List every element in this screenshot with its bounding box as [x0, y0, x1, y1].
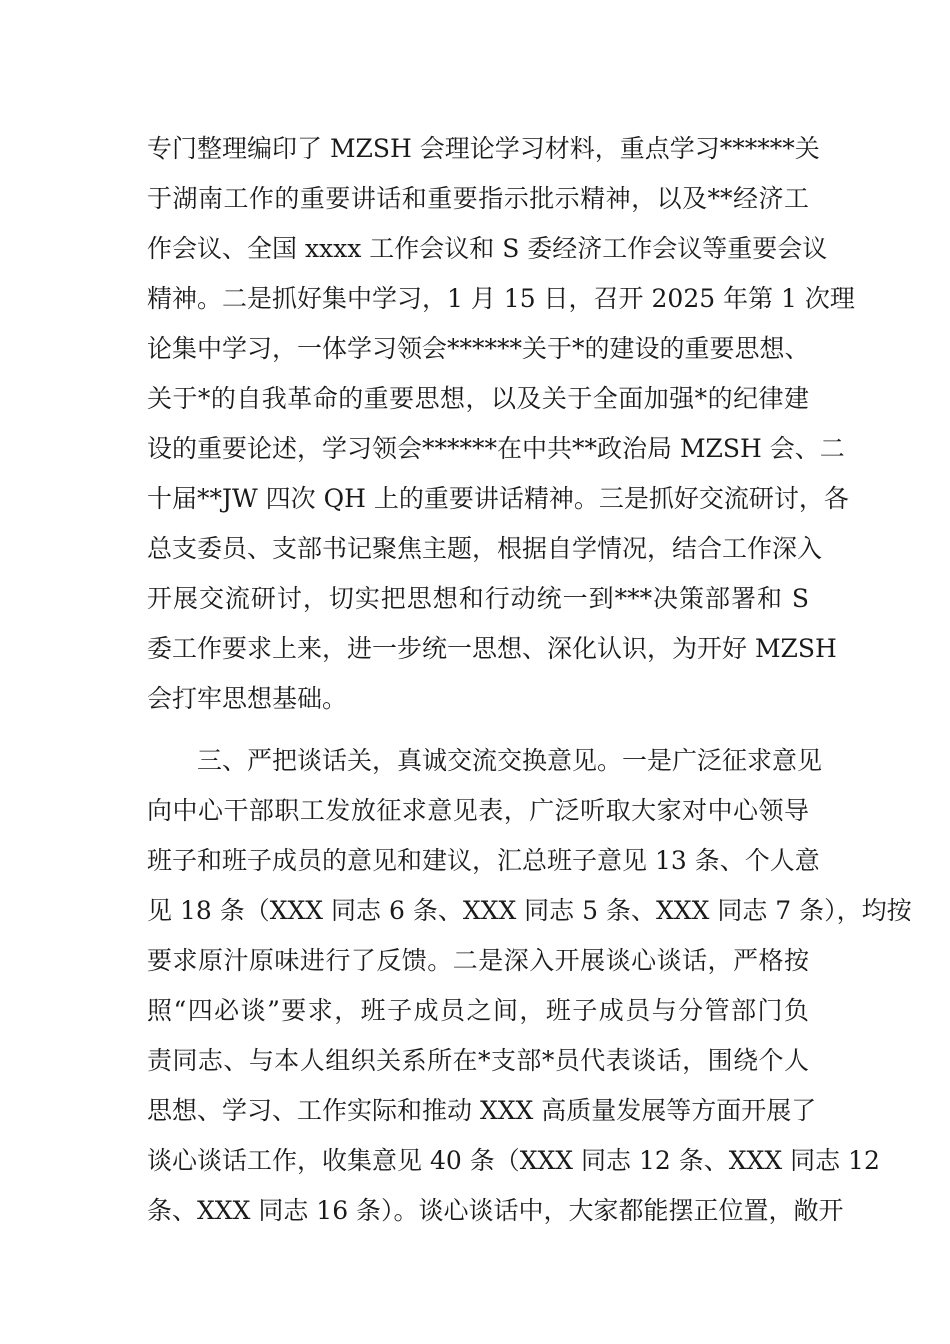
paragraph-line: 向中心干部职工发放征求意见表，广泛听取大家对中心领导: [147, 796, 809, 825]
paragraph-line: 照“四必谈”要求，班子成员之间，班子成员与分管部门负: [147, 996, 809, 1025]
paragraph-line: 论集中学习，一体学习领会******关于*的建设的重要思想、: [147, 334, 810, 363]
paragraph-line: 班子和班子成员的意见和建议，汇总班子意见 13 条、个人意: [147, 846, 820, 875]
paragraph-line: 专门整理编印了 MZSH 会理论学习材料，重点学习******关: [147, 134, 820, 163]
paragraph-line: 委工作要求上来，进一步统一思想、深化认识，为开好 MZSH: [147, 634, 837, 663]
paragraph-line: 开展交流研讨，切实把思想和行动统一到***决策部署和 S: [147, 584, 809, 613]
paragraph-line: 设的重要论述，学习领会******在中共**政治局 MZSH 会、二: [147, 434, 845, 463]
paragraph-line: 思想、学习、工作实际和推动 XXX 高质量发展等方面开展了: [147, 1096, 817, 1125]
paragraph-line: 十届**JW 四次 QH 上的重要讲话精神。三是抓好交流研讨，各: [147, 484, 849, 513]
paragraph-line: 作会议、全国 xxxx 工作会议和 S 委经济工作会议等重要会议: [147, 234, 828, 263]
paragraph-line: 见 18 条（XXX 同志 6 条、XXX 同志 5 条、XXX 同志 7 条），均按: [147, 896, 912, 925]
paragraph-line: 谈心谈话工作，收集意见 40 条（XXX 同志 12 条、XXX 同志 12: [147, 1146, 880, 1175]
paragraph-line: 于湖南工作的重要讲话和重要指示批示精神，以及**经济工: [147, 184, 809, 213]
paragraph-line: 关于*的自我革命的重要思想，以及关于全面加强*的纪律建: [147, 384, 809, 413]
paragraph-line: 三、严把谈话关，真诚交流交换意见。一是广泛征求意见: [147, 746, 823, 775]
paragraph-line: 要求原汁原味进行了反馈。二是深入开展谈心谈话，严格按: [147, 946, 809, 975]
paragraph-line: 总支委员、支部书记聚焦主题，根据自学情况，结合工作深入: [147, 534, 823, 563]
paragraph-line: 责同志、与本人组织关系所在*支部*员代表谈话，围绕个人: [147, 1046, 809, 1075]
paragraph-last-line: 会打牢思想基础。: [147, 684, 348, 713]
paragraph-line: 精神。二是抓好集中学习，1 月 15 日，召开 2025 年第 1 次理: [147, 284, 855, 313]
paragraph-line: 条、XXX 同志 16 条）。谈心谈话中，大家都能摆正位置，敞开: [147, 1196, 844, 1225]
